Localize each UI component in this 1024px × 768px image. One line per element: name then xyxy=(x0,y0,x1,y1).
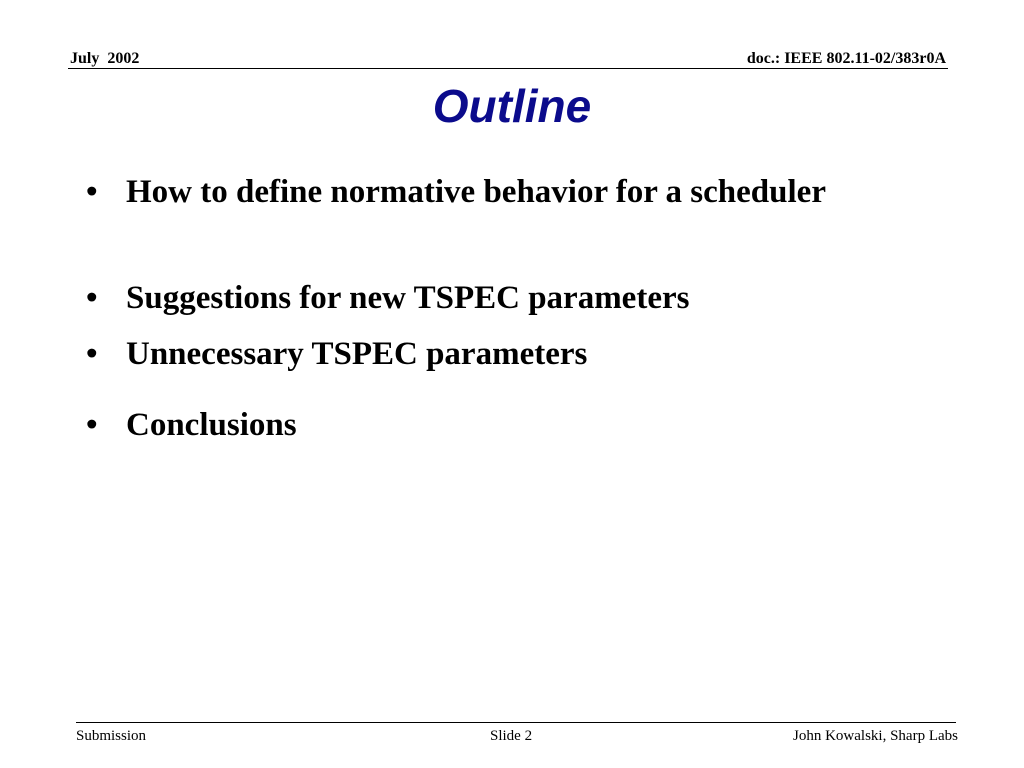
bullet-item xyxy=(86,401,826,449)
header-date: July 2002 xyxy=(70,50,140,67)
footer-submission: Submission xyxy=(76,728,147,744)
bullet-text: How to define normative behavior for a scheduler xyxy=(126,174,826,210)
bullet-dot-icon: • xyxy=(86,174,98,210)
bullet-dot-icon: • xyxy=(86,407,98,443)
bullet-item xyxy=(86,274,826,322)
bullet-dot-icon: • xyxy=(86,336,98,372)
footer-author: John Kowalski, Sharp Labs xyxy=(793,728,958,744)
header-divider xyxy=(68,68,948,69)
slide-title: Outline xyxy=(432,80,592,132)
bullet-text: Suggestions for new TSPEC parameters xyxy=(126,280,690,316)
header-doc-id: doc.: IEEE 802.11-02/383r0A xyxy=(746,50,946,67)
bullet-dot-icon: • xyxy=(86,280,98,316)
footer-divider xyxy=(76,722,956,723)
footer-slide-number: Slide 2 xyxy=(490,728,533,744)
bullet-text: Conclusions xyxy=(126,407,297,443)
bullet-item xyxy=(86,168,826,216)
bullet-item xyxy=(86,330,826,378)
bullet-text: Unnecessary TSPEC parameters xyxy=(126,336,588,372)
